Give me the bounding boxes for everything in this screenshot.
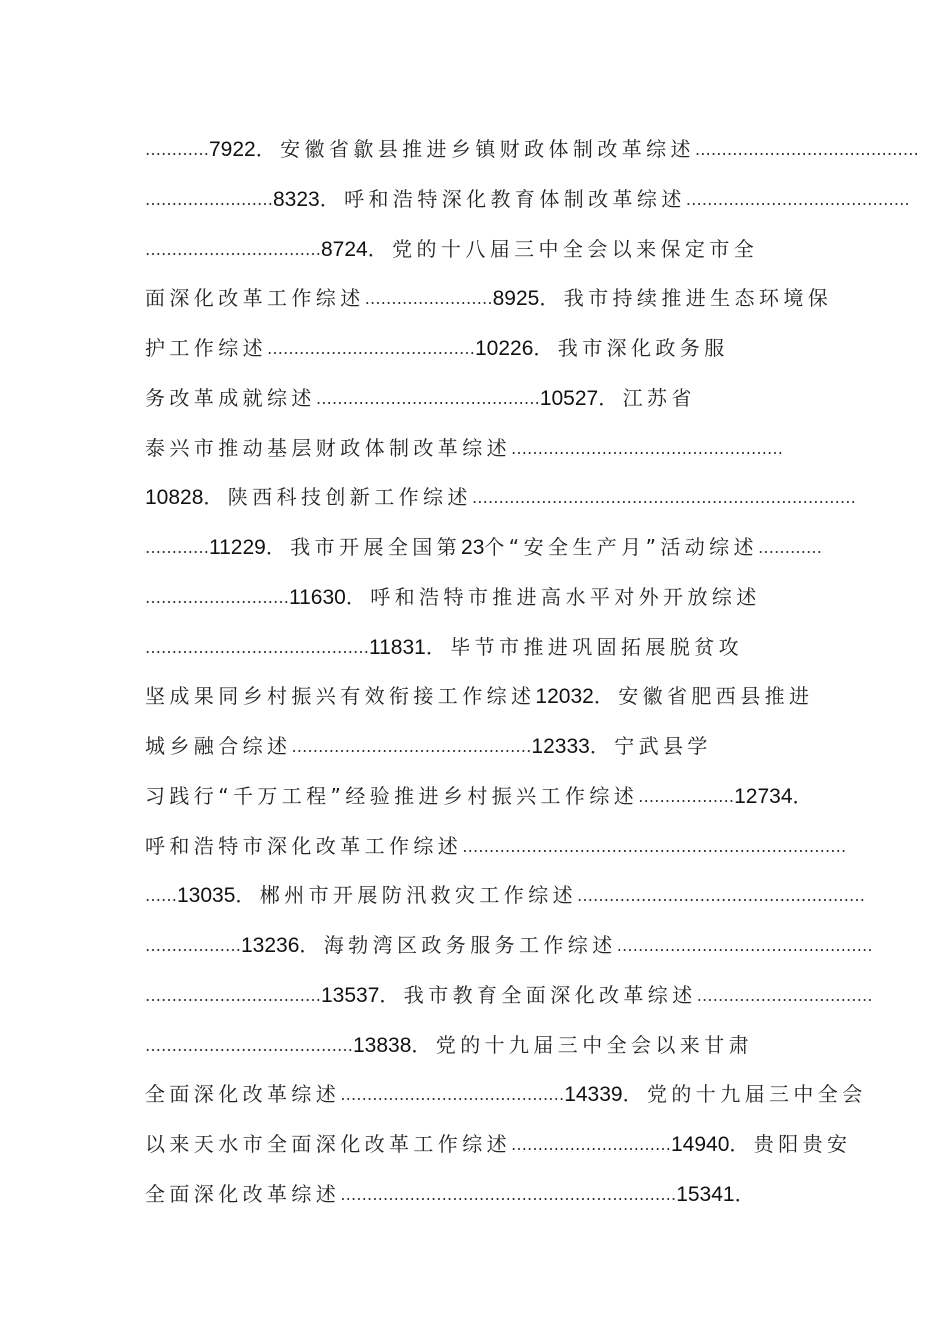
toc-line [145, 1170, 807, 1220]
dot-leader: ………………………………… [145, 1035, 353, 1055]
toc-line [145, 822, 847, 872]
dot-leader: …………………………… [145, 239, 321, 259]
page-and-item-number: 23 [461, 536, 485, 559]
dot-leader: ……………………………………………… [577, 886, 866, 906]
page-and-item-number: 13838 [353, 1033, 412, 1057]
entry-title: ．我市开展全国第 [265, 535, 462, 559]
toc-line [145, 1070, 867, 1120]
toc-line [145, 274, 833, 324]
dot-leader: …………………………………… [694, 140, 919, 159]
entry-title: ． [734, 1181, 760, 1206]
dot-leader: ……………………………………………………………… [462, 836, 847, 856]
entry-title: 务改革成就综述 [145, 385, 316, 410]
dot-leader: ………… [757, 538, 822, 557]
entry-title: ．陕西科技创新工作综述 [203, 485, 472, 510]
toc-line [145, 1120, 852, 1170]
entry-title: ．安徽省肥西县推进 [593, 684, 814, 709]
page-and-item-number: 13537 [321, 983, 380, 1007]
dot-leader: ………… [145, 538, 209, 557]
toc-line [145, 473, 856, 523]
dot-leader: …………………………………… [145, 637, 369, 657]
dot-leader: ……………………… [145, 587, 289, 607]
dot-leader: …… [145, 886, 177, 906]
toc-line [145, 971, 873, 1021]
page-and-item-number: 7922 [209, 138, 256, 161]
toc-line [145, 672, 814, 722]
dot-leader: ………… [145, 140, 209, 159]
toc-line [145, 722, 807, 772]
entry-title: ．毕节市推进巩固拓展脱贫攻 [425, 634, 744, 659]
entry-title: 城乡融合综述 [145, 734, 292, 758]
entry-title: 泰兴市推动基层财政体制改革综述 [145, 435, 511, 460]
entry-title: ．宁武县学 [589, 734, 712, 758]
entry-title: 以来天水市全面深化改革工作综述 [145, 1132, 511, 1156]
entry-title: ．江苏省 [598, 385, 696, 410]
entry-title: 坚成果同乡村振兴有效衔接工作综述 [145, 684, 536, 709]
page-and-item-number: 14339 [564, 1083, 623, 1107]
entry-title: ．党的十九届三中全会以来甘肃 [411, 1032, 754, 1057]
entry-title: ． [792, 783, 817, 808]
toc-line [145, 871, 866, 921]
dot-leader: …………………………………… [315, 388, 540, 408]
page-and-item-number: 12333 [531, 735, 590, 758]
dot-leader: …………………… [145, 189, 273, 209]
entry-title: ．贵阳贵安 [729, 1132, 852, 1156]
dot-leader: …………………………………………… [511, 438, 783, 458]
toc-line [145, 125, 919, 175]
toc-line [145, 324, 807, 374]
dot-leader: ……………………………………… [291, 737, 532, 756]
page-and-item-number: 10828 [145, 486, 204, 510]
page-and-item-number: 15341 [676, 1182, 735, 1206]
entry-title: 习践行“千万工程”经验推进乡村振兴工作综述 [145, 783, 639, 808]
entry-title: ．我市深化政务服 [533, 336, 729, 360]
entry-title: 全面深化改革综述 [145, 1082, 341, 1107]
dot-leader: ……………………………………………………… [340, 1184, 677, 1204]
dot-leader: ………………………………… [267, 339, 475, 358]
page-and-item-number: 14940 [671, 1133, 730, 1156]
dot-leader: …………………… [364, 289, 493, 309]
page-and-item-number: 13035 [177, 884, 236, 908]
toc-line [145, 573, 807, 623]
entry-title: ．呼和浩特深化教育体制改革综述 [319, 186, 686, 211]
entry-title: ．我市教育全面深化改革综述 [379, 982, 697, 1007]
dot-leader: ……………… [145, 936, 241, 955]
entry-title: 护工作综述 [145, 336, 267, 360]
page-and-item-number: 11831 [369, 635, 426, 659]
toc-line [145, 175, 910, 225]
entry-title: 呼和浩特市深化改革工作综述 [145, 833, 463, 858]
page-and-item-number: 10226 [475, 337, 534, 360]
entry-title: 全面深化改革综述 [145, 1181, 341, 1206]
dot-leader: …………………………… [145, 985, 321, 1005]
page-and-item-number: 12734 [734, 784, 793, 808]
toc-line [145, 1021, 807, 1071]
toc-line [145, 921, 873, 971]
dot-leader: …………………………………… [340, 1085, 565, 1105]
page-and-item-number: 8724 [321, 237, 368, 261]
entry-title: ．海勃湾区政务服务工作综述 [299, 933, 617, 957]
entry-title: ．郴州市开展防汛救灾工作综述 [235, 883, 578, 908]
toc-line [145, 424, 807, 474]
dot-leader: ………………………… [511, 1135, 671, 1154]
toc-page [145, 125, 919, 1220]
page-and-item-number: 8925 [492, 287, 540, 311]
toc-line [145, 225, 807, 275]
page-and-item-number: 12032 [535, 685, 594, 709]
entry-title: ．党的十八届三中全会以来保定市全 [367, 236, 759, 261]
page-and-item-number: 8323 [273, 187, 320, 211]
entry-title: ．安徽省歙县推进乡镇财政体制改革综述 [255, 137, 695, 161]
dot-leader: ………………………………………… [616, 936, 873, 955]
page-and-item-number: 11630 [289, 585, 346, 609]
toc-line [145, 772, 817, 822]
dot-leader: …………………………………… [685, 189, 910, 209]
entry-title: ．呼和浩特市推进高水平对外开放综述 [345, 584, 761, 609]
entry-title: ．我市持续推进生态环境保 [539, 286, 833, 311]
entry-title: 个“安全生产月”活动综述 [484, 535, 758, 559]
toc-line [145, 623, 807, 673]
dot-leader: …………………………… [696, 985, 873, 1005]
page-and-item-number: 11229 [209, 536, 266, 559]
dot-leader: ……………… [638, 786, 735, 806]
page-and-item-number: 10527 [539, 386, 599, 410]
toc-line [145, 374, 807, 424]
page-and-item-number: 13236 [241, 934, 300, 957]
entry-title: 面深化改革工作综述 [145, 286, 365, 311]
entry-title: ．党的十九届三中全会 [622, 1082, 867, 1107]
toc-line [145, 523, 822, 573]
dot-leader: ……………………………………………………………… [471, 488, 856, 508]
